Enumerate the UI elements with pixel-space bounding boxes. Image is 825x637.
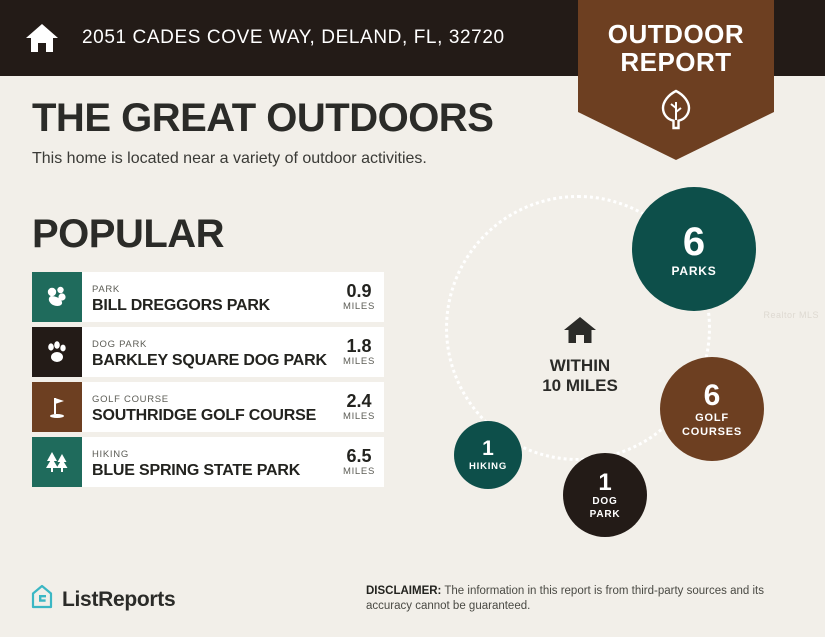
center-line-2: 10 MILES — [542, 375, 618, 395]
bubble-dog-label-line1: DOG — [592, 496, 618, 508]
tree-icon — [657, 88, 695, 130]
bubble-hiking[interactable] — [454, 421, 522, 489]
park-icon — [32, 272, 82, 322]
list-item-distance — [339, 282, 384, 312]
golf-icon — [32, 382, 82, 432]
list-item-category: PARK — [92, 284, 120, 296]
bubble-parks[interactable] — [632, 187, 756, 311]
distance-value: 2.4 — [346, 391, 372, 412]
list-item-name: BLUE SPRING STATE PARK — [92, 462, 301, 480]
list-item[interactable] — [32, 382, 384, 432]
home-icon — [520, 315, 640, 350]
list-item-name: BILL DREGGORS PARK — [92, 297, 271, 315]
distance-value: 6.5 — [346, 446, 372, 467]
bubble-hiking-count: 1 — [482, 437, 494, 461]
outdoor-report-badge — [578, 0, 774, 160]
bubble-golf-count: 6 — [703, 378, 721, 412]
paw-icon — [32, 327, 82, 377]
home-icon — [22, 18, 62, 58]
trees-icon — [32, 437, 82, 487]
list-item-body — [82, 389, 339, 425]
bubble-golf-label-line2: COURSES — [682, 425, 742, 438]
list-item-body — [82, 334, 339, 370]
list-item[interactable] — [32, 272, 384, 322]
bubble-dog-label-line2: PARK — [589, 508, 621, 520]
bubble-dog-park[interactable] — [563, 453, 647, 537]
listreports-logo-icon — [30, 584, 54, 615]
distance-unit: MILES — [342, 465, 375, 477]
property-address: 2051 CADES COVE WAY, DELAND, FL, 32720 — [82, 27, 505, 48]
list-item-category: DOG PARK — [92, 339, 148, 351]
list-item-distance — [339, 447, 384, 477]
list-item-body — [82, 444, 339, 480]
bubble-dog-count: 1 — [598, 468, 612, 496]
listreports-logo-text: ListReports — [62, 587, 176, 611]
bubble-parks-count: 6 — [682, 219, 706, 264]
within-10-miles-diagram — [420, 175, 820, 545]
page-title: THE GREAT OUTDOORS — [32, 96, 494, 140]
diagram-center — [520, 315, 640, 395]
distance-unit: MILES — [342, 355, 375, 367]
list-item-category: GOLF COURSE — [92, 394, 169, 406]
bubble-parks-label: PARKS — [671, 263, 717, 278]
bubble-golf-label-line1: GOLF — [695, 412, 729, 425]
list-item-body — [82, 279, 339, 315]
section-title-popular: POPULAR — [32, 212, 225, 256]
disclaimer-text: The information in this report is from third-party sources and its accuracy cannot be guaranteed. — [366, 584, 764, 613]
list-item-distance — [339, 392, 384, 422]
disclaimer-label: DISCLAIMER: — [366, 584, 442, 597]
watermark: Realtor MLS — [763, 310, 819, 320]
list-item[interactable] — [32, 437, 384, 487]
badge-label — [578, 20, 774, 76]
badge-label-line2: REPORT — [620, 47, 732, 78]
list-item-distance — [339, 337, 384, 367]
popular-places-list — [32, 272, 384, 492]
distance-value: 0.9 — [346, 281, 372, 302]
listreports-logo[interactable] — [30, 584, 175, 615]
list-item-name: BARKLEY SQUARE DOG PARK — [92, 352, 327, 370]
bubble-hiking-label: HIKING — [468, 460, 508, 472]
page-subtitle: This home is located near a variety of outdoor activities. — [32, 150, 427, 167]
distance-unit: MILES — [342, 410, 375, 422]
list-item[interactable] — [32, 327, 384, 377]
center-line-1: WITHIN — [549, 356, 611, 375]
disclaimer — [366, 584, 796, 615]
badge-label-line1: OUTDOOR — [607, 19, 745, 49]
bubble-golf-courses[interactable] — [660, 357, 764, 461]
list-item-name: SOUTHRIDGE GOLF COURSE — [92, 407, 317, 425]
list-item-category: HIKING — [92, 449, 129, 461]
distance-value: 1.8 — [346, 336, 372, 357]
distance-unit: MILES — [342, 300, 375, 312]
